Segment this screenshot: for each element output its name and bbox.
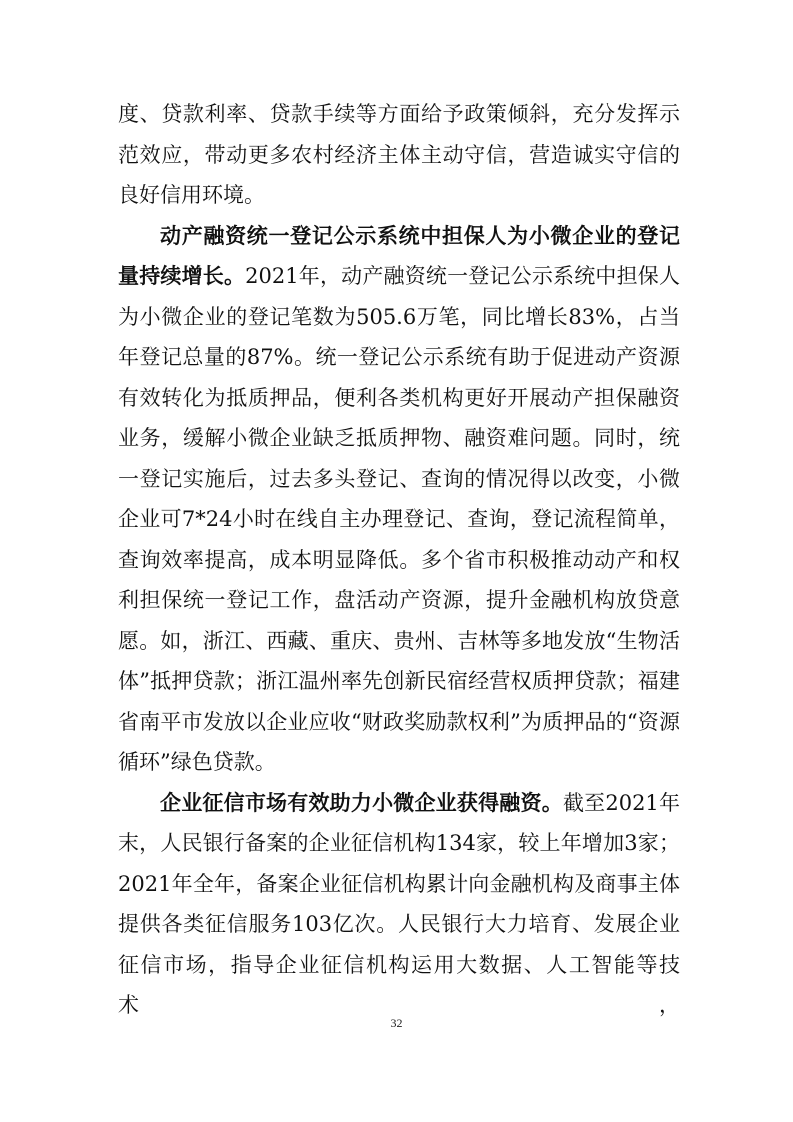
paragraph-2-lead: 动产融资统一登记公示系统中担保人为小微企业的登记量持续增长。 bbox=[118, 223, 680, 288]
paragraph-3-lead: 企业征信市场有效助力小微企业获得融资。 bbox=[160, 790, 563, 815]
paragraph-3-text: 截至2021年末，人民银行备案的企业征信机构134家，较上年增加3家；2021年全年，备案企业征信机构累计向金融机构及商事主体提供各类征信服务103亿次。人民银行大力培育、发展企业征信市场，指导企业征信机构运用大数据、人工智能等技术， bbox=[118, 790, 681, 1017]
paragraph-1-text: 度、贷款利率、贷款手续等方面给予政策倾斜，充分发挥示范效应，带动更多农村经济主体主动守信，营造诚实守信的良好信用环境。 bbox=[118, 102, 680, 207]
paragraph-2-text: 2021年，动产融资统一登记公示系统中担保人为小微企业的登记笔数为505.6万笔，同比增长83%，占当年登记总量的87%。统一登记公示系统有助于促进动产资源有效转化为抵质押品，便利各类机构更好开展动产担保融资业务，缓解小微企业缺乏抵质押物、融资难问题。同时，统一登记实施后，过去多头登记、查询的情况得以改变，小微企业可7*24小时在线自主办理登记、查询，登记流程简单，查询效率提高，成本明显降低。多个省市积极推动动产和权利担保统一登记工作，盘活动产资源，提升金融机构放贷意愿。如，浙江、西藏、重庆、贵州、吉林等多地发放“生物活体”抵押贷款；浙江温州率先创新民宿经营权质押贷款；福建省南平市发放以企业应收“财政奖励款权利”为质押品的“资源循环”绿色贷款。 bbox=[118, 264, 680, 774]
body-text bbox=[118, 94, 680, 1026]
paragraph-1 bbox=[118, 94, 680, 216]
page-number: 32 bbox=[390, 1016, 403, 1030]
paragraph-3 bbox=[118, 783, 680, 1026]
paragraph-2 bbox=[118, 216, 680, 783]
